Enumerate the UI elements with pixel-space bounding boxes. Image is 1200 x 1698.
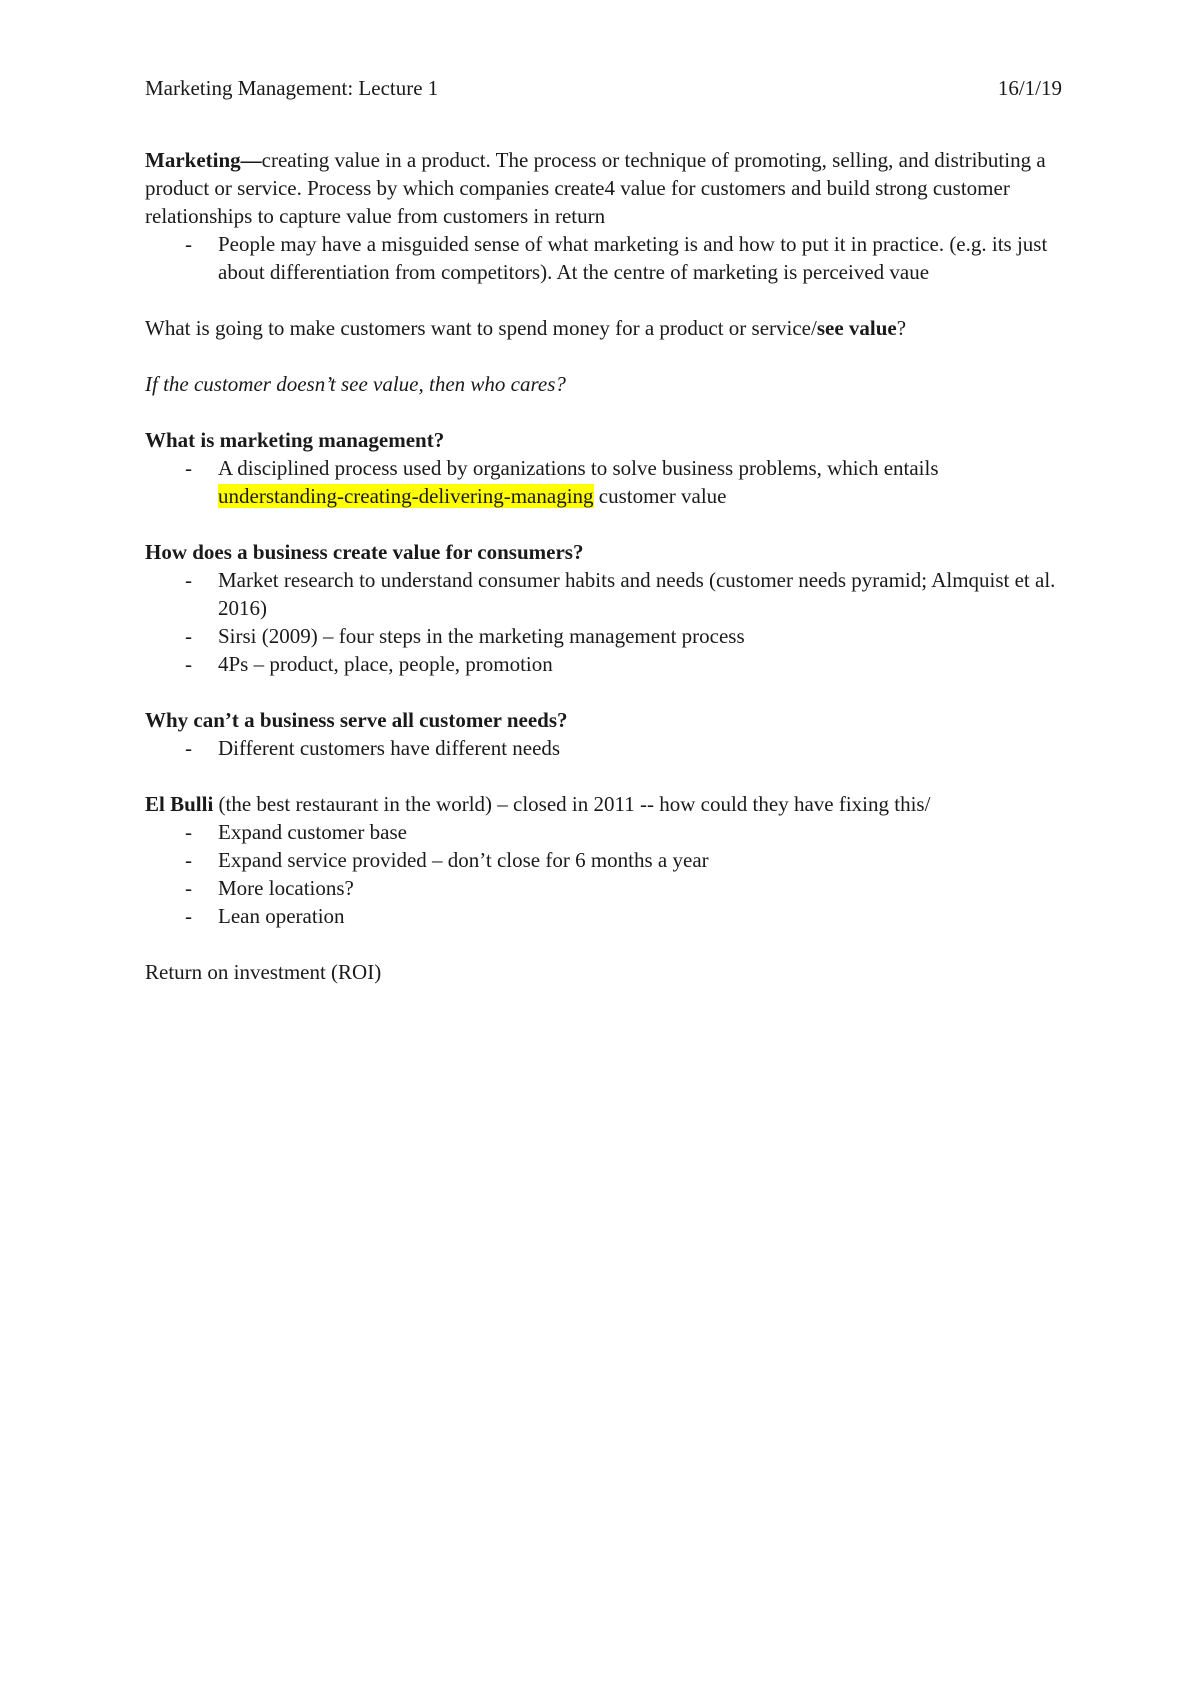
document-date: 16/1/19 xyxy=(997,76,1062,100)
list-item: - 4Ps – product, place, people, promotion xyxy=(185,652,553,676)
list-item: - Different customers have different needs xyxy=(185,736,561,760)
bullet-dash: - xyxy=(185,876,192,900)
value-question: What is going to make customers want to spend money for a product or service/see value? xyxy=(145,316,907,340)
bullet-dash: - xyxy=(185,736,192,760)
marketing-bullets xyxy=(145,230,1065,286)
bullet-dash: - xyxy=(185,232,192,256)
serve-all-bullets xyxy=(145,734,1065,762)
highlighted-text: understanding-creating-delivering-managing xyxy=(218,484,594,508)
document-title: Marketing Management: Lecture 1 xyxy=(145,76,439,100)
bullet-dash: - xyxy=(185,848,192,872)
el-bulli-name: El Bulli xyxy=(145,792,214,816)
list-item: - People may have a misguided sense of what marketing is and how to put it in practice. (e.g. its just about differentiation from competitors). At the centre of marketing is perceived vaue xyxy=(185,232,1048,284)
bullet-dash: - xyxy=(185,456,192,480)
roi-line: Return on investment (ROI) xyxy=(145,960,382,984)
marketing-definition xyxy=(145,146,1065,230)
list-item: - Expand customer base xyxy=(185,820,407,844)
bullet-dash: - xyxy=(185,568,192,592)
list-item: - Lean operation xyxy=(185,904,345,928)
bullet-dash: - xyxy=(185,624,192,648)
list-item: - Expand service provided – don’t close for 6 months a year xyxy=(185,848,709,872)
list-item: - Sirsi (2009) – four steps in the marketing management process xyxy=(185,624,745,648)
marketing-definition-text: creating value in a product. The process or technique of promoting, selling, and distributing a product or service. Process by which companies create4 value for customers and build strong customer relationships to capture value from customers in return xyxy=(145,148,1046,228)
list-item: - Market research to understand consumer habits and needs (customer needs pyramid; Almquist et al. 2016) xyxy=(185,568,1056,620)
see-value-bold: see value xyxy=(816,316,897,340)
mm-heading: What is marketing management? xyxy=(145,428,445,452)
bullet-dash: - xyxy=(185,820,192,844)
bullet-dash: - xyxy=(185,652,192,676)
serve-all-heading: Why can’t a business serve all customer needs? xyxy=(145,708,568,732)
list-item: - More locations? xyxy=(185,876,354,900)
list-item: - A disciplined process used by organizations to solve business problems, which entails understanding-creating-delivering-managing customer value xyxy=(185,456,939,508)
create-value-heading: How does a business create value for consumers? xyxy=(145,540,584,564)
mm-bullets xyxy=(145,454,1065,510)
el-bulli-line: El Bulli (the best restaurant in the world) – closed in 2011 -- how could they have fixing this/ xyxy=(145,792,931,816)
bullet-dash: - xyxy=(185,904,192,928)
document-body xyxy=(145,146,1065,986)
el-bulli-bullets xyxy=(145,818,1065,930)
create-value-bullets xyxy=(145,566,1065,678)
marketing-term: Marketing xyxy=(145,148,241,172)
em-dash: — xyxy=(240,148,262,172)
italic-remark: If the customer doesn’t see value, then who cares? xyxy=(145,372,566,396)
